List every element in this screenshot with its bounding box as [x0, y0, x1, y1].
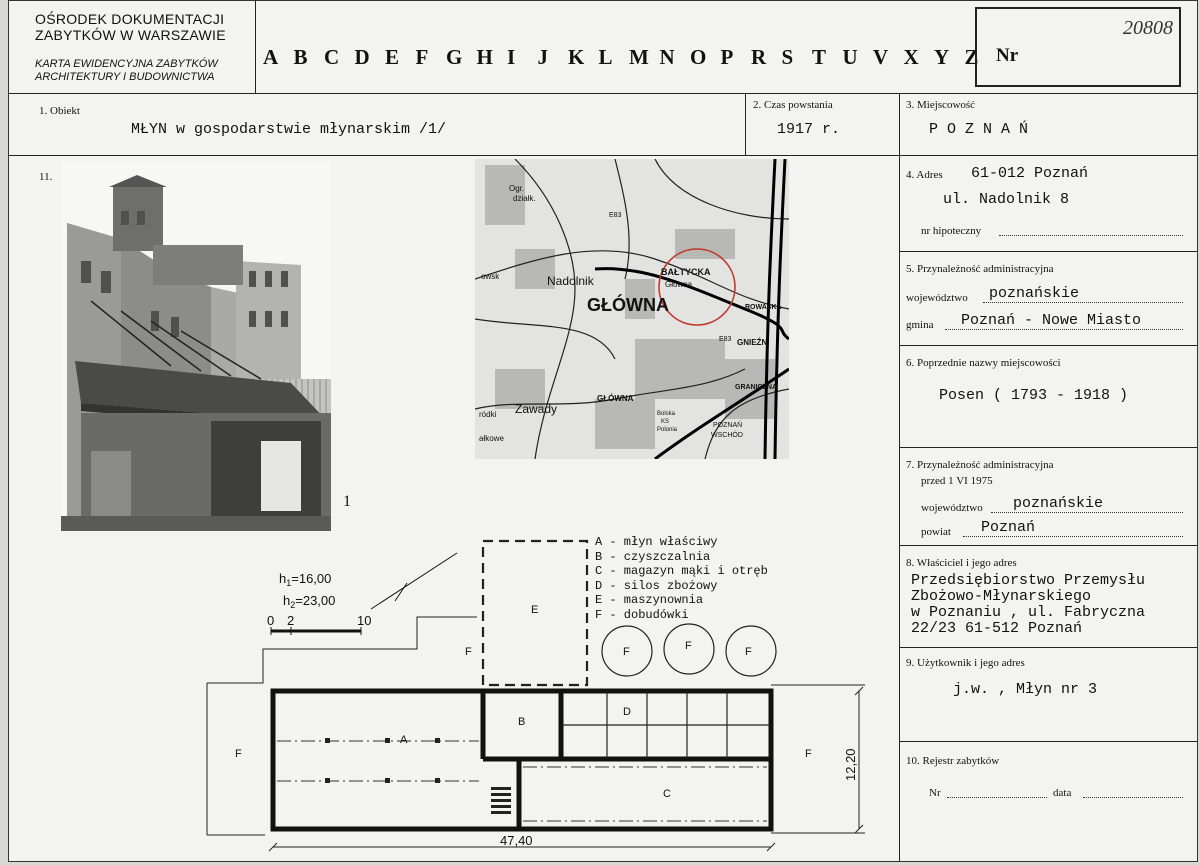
wlasciciel-label: 8. Właściciel i jego adres: [906, 557, 1017, 569]
map-label-owsk: owsk: [481, 272, 500, 281]
institution-name-line1: OŚRODEK DOKUMENTACJI: [35, 11, 225, 27]
letter-s: S: [781, 45, 794, 69]
poprzednie-nazwy-value: Posen ( 1793 - 1918 ): [939, 387, 1129, 404]
map-label-poznan: POZNAŃ: [713, 422, 743, 429]
adres-line2: ul. Nadolnik 8: [943, 191, 1070, 208]
room-label-f2: F: [235, 748, 242, 760]
letter-c: C: [324, 45, 340, 69]
letter-d: D: [354, 45, 370, 69]
nr-handwritten-value: 20808: [1123, 17, 1173, 39]
letter-u: U: [842, 45, 858, 69]
wlasciciel-line2: Zbożowo-Młynarskiego: [911, 588, 1092, 605]
powiat-label: powiat: [921, 526, 951, 538]
scale-2: 2: [287, 613, 295, 628]
wojewodztwo-7-label: województwo: [921, 502, 983, 514]
room-label-f3: F: [805, 748, 812, 760]
legend-item-b: B - czyszczalnia: [595, 549, 711, 564]
obiekt-label: 1. Obiekt: [39, 105, 80, 117]
adres-line1: 61-012 Poznań: [971, 165, 1089, 182]
photo-number: 1: [343, 493, 351, 510]
letter-p: P: [720, 45, 734, 69]
legend-item-f: F - dobudówki: [595, 607, 689, 622]
room-label-f5: F: [685, 640, 692, 652]
record-card: [8, 0, 1198, 862]
poprzednie-nazwy-label: 6. Poprzednie nazwy miejscowości: [906, 357, 1061, 369]
map-label-e83-a: E83: [609, 212, 622, 219]
floor-plan: [195, 535, 875, 855]
location-map: [475, 159, 789, 459]
nr-label: Nr: [996, 45, 1019, 66]
room-label-f4: F: [623, 646, 630, 658]
letter-t: T: [812, 45, 827, 69]
scale-0: 0: [267, 613, 275, 628]
obiekt-value: MŁYN w gospodarstwie młynarskim /1/: [131, 121, 447, 138]
legend-item-c: C - magazyn mąki i otręb: [595, 564, 768, 578]
card-type-line1: KARTA EWIDENCYJNA ZABYTKÓW: [35, 58, 218, 70]
map-label-gniezn: GNIEŹN: [737, 338, 768, 347]
miejscowosc-value: P O Z N A Ń: [929, 121, 1029, 138]
room-label-d: D: [623, 706, 631, 718]
rejestr-label: 10. Rejestr zabytków: [906, 755, 1000, 767]
room-label-a: A: [400, 734, 408, 746]
map-label-wschod: WSCHÓD: [711, 432, 743, 439]
letter-y: Y: [934, 45, 950, 69]
room-label-f6: F: [745, 646, 752, 658]
section-11-label: 11.: [39, 171, 53, 183]
czas-value: 1917 r.: [777, 121, 841, 138]
h2-subscript: 2: [290, 600, 296, 610]
map-label-e83-b: E83: [719, 336, 732, 343]
letter-x: X: [903, 45, 919, 69]
czas-label: 2. Czas powstania: [753, 99, 833, 111]
nr-box: [975, 7, 1181, 87]
przed-data-label: przed 1 VI 1975: [921, 475, 993, 487]
map-label-alkowe: ałkowe: [479, 434, 504, 443]
letter-i: I: [507, 45, 516, 69]
map-label-rodki: ródki: [479, 410, 497, 419]
legend-item-e: E - maszynownia: [595, 593, 704, 607]
letter-a: A: [263, 45, 279, 69]
letter-k: K: [568, 45, 585, 69]
przynaleznosc-7-label: 7. Przynależność administracyjna: [906, 459, 1054, 471]
gmina-label: gmina: [906, 319, 934, 331]
map-label-nadolnik: Nadolnik: [547, 274, 594, 288]
room-label-c: C: [663, 788, 671, 800]
map-label-ogr: Ogr.: [509, 184, 525, 193]
letter-f: F: [415, 45, 429, 69]
letter-o: O: [690, 45, 707, 69]
plan-legend: [595, 535, 768, 622]
uzytkownik-label: 9. Użytkownik i jego adres: [906, 657, 1025, 669]
letter-m: M: [629, 45, 649, 69]
przynaleznosc-label: 5. Przynależność administracyjna: [906, 263, 1054, 275]
mill-photo-drawing: [61, 161, 331, 531]
uzytkownik-value: j.w. , Młyn nr 3: [953, 681, 1098, 698]
scale-10: 10: [357, 613, 372, 628]
letter-r: R: [751, 45, 767, 69]
adres-label: 4. Adres: [906, 169, 943, 181]
map-label-baltycka: BAŁTYCKA: [661, 267, 711, 277]
building-photo: [61, 161, 331, 531]
letter-l: L: [598, 45, 613, 69]
wlasciciel-line1: Przedsiębiorstwo Przemysłu: [911, 572, 1146, 589]
letter-b: B: [293, 45, 308, 69]
letter-j: J: [537, 45, 548, 69]
map-label-glowna: GŁÓWNA: [587, 295, 669, 315]
dim-width: 47,40: [500, 833, 533, 848]
map-label-ks: KS: [661, 419, 670, 425]
rejestr-data-label: data: [1053, 787, 1072, 799]
powiat-value: Poznań: [981, 519, 1036, 536]
h1-label: h: [279, 571, 287, 586]
letter-h: H: [476, 45, 493, 69]
map-label-rowaska: ROWASKA: [745, 304, 782, 311]
wlasciciel-line4: 22/23 61-512 Poznań: [911, 620, 1083, 637]
wlasciciel-line3: w Poznaniu , ul. Fabryczna: [911, 604, 1146, 621]
h2-label: h: [283, 593, 291, 608]
map-label-glowna-small: Główna: [665, 280, 693, 289]
h2-value: =23,00: [295, 593, 336, 608]
h1-subscript: 1: [286, 578, 292, 588]
room-label-e: E: [531, 604, 539, 616]
miejscowosc-label: 3. Miejscowość: [906, 99, 976, 111]
map-label-graniczna: GRANICZNA: [735, 384, 777, 391]
room-label-f1: F: [465, 646, 472, 658]
gmina-value: Poznań - Nowe Miasto: [961, 312, 1142, 329]
letter-v: V: [873, 45, 889, 69]
room-label-b: B: [518, 716, 526, 728]
map-label-bolska: Bolska: [657, 411, 676, 417]
wojewodztwo-7-value: poznańskie: [1013, 495, 1104, 512]
rejestr-nr-label: Nr: [929, 787, 941, 799]
floor-plan-drawing: [195, 535, 875, 855]
card-type-line2: ARCHITEKTURY I BUDOWNICTWA: [35, 71, 215, 83]
letter-z: Z: [964, 45, 979, 69]
legend-item-a: A - młyn właściwy: [595, 535, 718, 549]
wojewodztwo-label: województwo: [906, 292, 968, 304]
map-label-zawady: Zawady: [515, 402, 558, 416]
legend-item-d: D - silos zbożowy: [595, 578, 718, 593]
street-map: [475, 159, 789, 459]
letter-n: N: [659, 45, 675, 69]
wojewodztwo-value: poznańskie: [989, 285, 1080, 302]
map-label-dzialk: działk.: [513, 194, 536, 203]
h1-value: =16,00: [291, 571, 332, 586]
letter-e: E: [385, 45, 400, 69]
hipoteczny-label: nr hipoteczny: [921, 225, 982, 237]
institution-name-line2: ZABYTKÓW W WARSZAWIE: [35, 27, 226, 43]
dim-height: 12,20: [843, 748, 858, 781]
map-label-polonia: Polonia: [657, 427, 678, 433]
map-label-glowna-south: GŁÓWNA: [597, 394, 634, 403]
letter-g: G: [446, 45, 463, 69]
